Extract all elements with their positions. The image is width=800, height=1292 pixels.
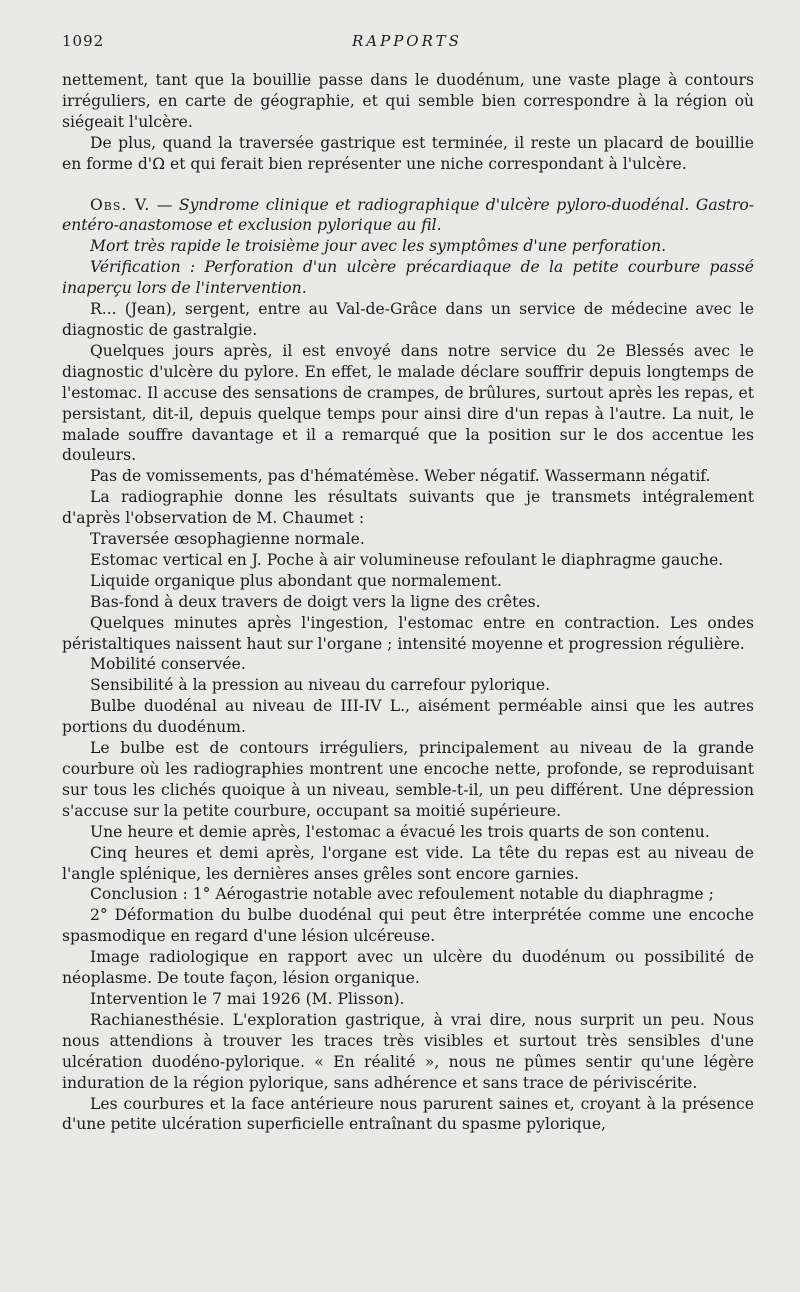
paragraph: Mobilité conservée. [90,655,246,674]
observation-verification: Vérification : Perforation d'un ulcère précardiaque de la petite courbure passé inaperçu lors de l'intervention. [62,258,754,298]
paragraph: Bas-fond à deux travers de doigt vers la ligne des crêtes. [90,592,541,611]
paragraph: Les courbures et la face antérieure nous parurent saines et, croyant à la présence d'une petite ulcération superficielle entraînant du spasme pylorique, [62,1094,754,1134]
paragraph: Conclusion : 1° Aérogastrie notable avec refoulement notable du diaphragme ; [90,885,714,904]
paragraph: Intervention le 7 mai 1926 (M. Plisson). [90,989,405,1008]
running-head [62,28,754,58]
paragraph: Quelques jours après, il est envoyé dans notre service du 2e Blessés avec le diagnostic d'ulcère du pylore. En effet, le malade déclare souffrir depuis longtemps de l'estomac. Il accuse des sensations de crampes, de brûlures, surtout après les repas, et persistant, dit-il, depuis quelque temps pour ainsi dire d'un repas à l'autre. La nuit, le malade souffre davantage et il a remarqué que la position sur le dos accentue les douleurs. [62,341,754,465]
paragraph: 2° Déformation du bulbe duodénal qui peut être interprétée comme une encoche spasmodique en regard d'une lésion ulcéreuse. [62,906,754,946]
paragraph: Pas de vomissements, pas d'hématémèse. Weber négatif. Wassermann négatif. [90,467,711,486]
paragraph: R... (Jean), sergent, entre au Val-de-Grâce dans un service de médecine avec le diagnostic de gastralgie. [62,300,754,339]
paragraph: Estomac vertical en J. Poche à air volumineuse refoulant le diaphragme gauche. [90,550,724,569]
paragraph: Bulbe duodénal au niveau de III-IV L., aisément perméable ainsi que les autres portions du duodénum. [62,697,754,737]
paragraph: Image radiologique en rapport avec un ulcère du duodénum ou possibilité de néoplasme. De toute façon, lésion organique. [62,948,754,988]
observation-dash: — [150,195,179,214]
section-gap [62,175,754,195]
paragraph: De plus, quand la traversée gastrique est terminée, il reste un placard de bouillie en forme d'Ω et qui ferait bien représenter une niche correspondant à l'ulcère. [62,133,754,173]
paragraph: Le bulbe est de contours irréguliers, principalement au niveau de la grande courbure où les radiographies montrent une encoche nette, profonde, se reproduisant sur tous les clichés quoique à un niveau, semble-t-il, un peu différent. Une dépression s'accuse sur la petite courbure, occupant sa moitié supérieure. [62,739,754,820]
paragraph: La radiographie donne les résultats suivants que je transmets intégralement d'après l'observation de M. Chaumet : [62,488,754,528]
paragraph: Liquide organique plus abondant que normalement. [90,571,502,590]
paragraph: Sensibilité à la pression au niveau du carrefour pylorique. [90,676,551,695]
page-number: 1092 [62,32,105,50]
paragraph: Traversée œsophagienne normale. [90,530,365,549]
paragraph: Quelques minutes après l'ingestion, l'estomac entre en contraction. Les ondes péristaltiques naissent haut sur l'organe ; intensité moyenne et progression régulière. [62,613,754,653]
body-text [62,70,754,1135]
paragraph: Cinq heures et demi après, l'organe est vide. La tête du repas est au niveau de l'angle splénique, les dernières anses grêles sont encore garnies. [62,843,754,883]
paragraph: nettement, tant que la bouillie passe dans le duodénum, une vaste plage à contours irréguliers, en carte de géographie, et qui semble bien correspondre à la région où siégeait l'ulcère. [62,71,754,131]
paragraph-list [62,299,754,1135]
observation-outcome: Mort très rapide le troisième jour avec les symptômes d'une perforation. [90,237,667,256]
running-title: RAPPORTS [352,32,462,50]
observation-label: Obs. V. [90,195,151,214]
paragraph: Une heure et demie après, l'estomac a évacué les trois quarts de son contenu. [90,822,710,841]
observation-heading [62,195,754,237]
paragraph: Rachianesthésie. L'exploration gastrique, à vrai dire, nous surprit un peu. Nous nous attendions à trouver les traces très visibles et surtout très sensibles d'une ulcération duodéno-pylorique. « En réalité », nous ne pûmes sentir qu'une légère induration de la région pylorique, sans adhérence et sans trace de périviscérite. [62,1010,754,1092]
observation-title: Syndrome clinique et radiographique d'ulcère pyloro-duodénal. Gastro-entéro-anastomose et exclusion pylorique au fil. [62,195,755,235]
